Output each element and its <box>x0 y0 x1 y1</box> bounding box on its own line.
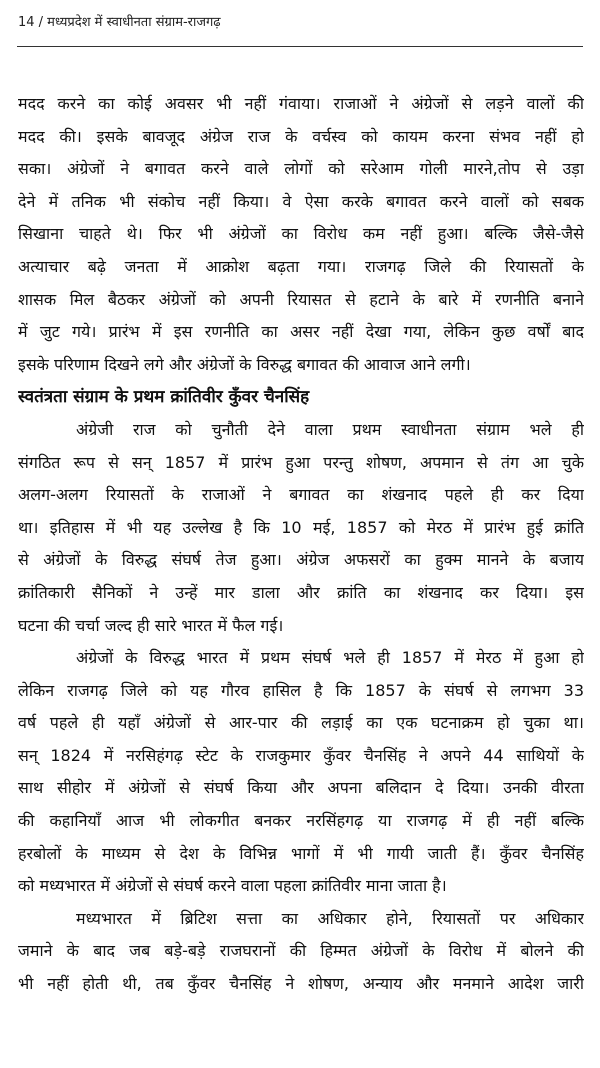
text-line: शासक मिल बैठकर अंग्रेजों को अपनी रियासत से हटाने के बारे में रणनीति बनाने <box>18 289 584 309</box>
text-line: सिखाना चाहते थे। फिर भी अंग्रेजों का विरोध कम नहीं हुआ। बल्कि जैसे-जैसे <box>18 224 584 244</box>
text-line: साथ सीहोर में अंग्रेजों से संघर्ष किया और अपना बलिदान दे दिया। उनकी वीरता <box>18 778 584 798</box>
text-line: से अंग्रेजों के विरुद्ध संघर्ष तेज हुआ। अंग्रेज अफसरों का हुक्म मानने के बजाय <box>18 550 584 570</box>
text-line: सका। अंग्रेजों ने बगावत करने वाले लोगों को सरेआम गोली मारने,तोप से उड़ा <box>18 159 584 179</box>
paragraph-2 <box>18 414 584 642</box>
text-line: था। इतिहास में भी यह उल्लेख है कि 10 मई, 1857 को मेरठ में प्रारंभ हुई क्रांति <box>18 517 584 537</box>
text-line: घटना की चर्चा जल्द ही सारे भारत में फैल गई। <box>18 615 284 635</box>
text-line: मदद करने का कोई अवसर भी नहीं गंवाया। राजाओं ने अंग्रेजों से लड़ने वालों की <box>18 94 584 113</box>
text-line: भी नहीं होती थी, तब कुँवर चैनसिंह ने शोषण, अन्याय और मनमाने आदेश जारी <box>18 974 584 994</box>
heading-text: स्वतंत्रता संग्राम के प्रथम क्रांतिवीर कुँवर चैनसिंह <box>18 387 310 408</box>
section-heading <box>18 381 584 414</box>
text-line: वर्ष पहले ही यहाँ अंग्रेजों से आर-पार की लड़ाई का एक घटनाक्रम हो चुका था। <box>18 713 584 733</box>
paragraph-3 <box>18 642 584 903</box>
paragraph-1 <box>18 88 584 381</box>
text-line: अत्याचार बढ़े जनता में आक्रोश बढ़ता गया। राजगढ़ जिले की रियासतों के <box>18 256 584 276</box>
header-rule <box>17 46 583 47</box>
text-line: अंग्रेजी राज को चुनौती देने वाला प्रथम स्वाधीनता संग्राम भले ही <box>76 419 584 439</box>
text-line: क्रांतिकारी सैनिकों ने उन्हें मार डाला और क्रांति का शंखनाद कर दिया। इस <box>18 582 584 602</box>
text-line: हरबोलों के माध्यम से देश के विभिन्न भागों में भी गायी जाती हैं। कुँवर चैनसिंह <box>18 843 584 863</box>
text-line: की कहानियाँ आज भी लोकगीत बनकर नरसिंहगढ़ या राजगढ़ में ही नहीं बल्कि <box>18 811 584 831</box>
text-line: मध्यभारत में ब्रिटिश सत्ता का अधिकार होने, रियासतों पर अधिकार <box>76 908 584 928</box>
text-line: में जुट गये। प्रारंभ में इस रणनीति का असर नहीं देखा गया, लेकिन कुछ वर्षों बाद <box>18 322 584 342</box>
body-text <box>18 88 584 1001</box>
text-line: अलग-अलग रियासतों के राजाओं ने बगावत का शंखनाद पहले ही कर दिया <box>18 485 584 505</box>
text-line: मदद की। इसके बावजूद अंग्रेज राज के वर्चस्व को कायम करना संभव नहीं हो <box>18 126 584 146</box>
text-line: सन् 1824 में नरसिहंगढ़ स्टेट के राजकुमार कुँवर चैनसिंह ने अपने 44 साथियों के <box>18 745 584 765</box>
text-line: देने में तनिक भी संकोच नहीं किया। वे ऐसा करके बगावत करने वालों को सबक <box>18 191 584 211</box>
text-line: लेकिन राजगढ़ जिले को यह गौरव हासिल है कि 1857 के संघर्ष से लगभग 33 <box>18 680 584 700</box>
text-line: को मध्यभारत में अंग्रेजों से संघर्ष करने वाला पहला क्रांतिवीर माना जाता है। <box>18 876 447 896</box>
text-line: अंग्रेजों के विरुद्ध भारत में प्रथम संघर्ष भले ही 1857 में मेरठ में हुआ हो <box>76 648 584 668</box>
paragraph-4 <box>18 903 584 1001</box>
running-header: 14 / मध्यप्रदेश में स्वाधीनता संग्राम-राजगढ़ <box>18 15 221 30</box>
text-line: संगठित रूप से सन् 1857 में प्रारंभ हुआ परन्तु शोषण, अपमान से तंग आ चुके <box>18 452 584 472</box>
text-line: जमाने के बाद जब बड़े-बड़े राजघरानों की हिम्मत अंग्रेजों के विरोध में बोलने की <box>18 941 584 961</box>
text-line: इसके परिणाम दिखने लगे और अंग्रेजों के विरुद्ध बगावत की आवाज आने लगी। <box>18 354 471 374</box>
